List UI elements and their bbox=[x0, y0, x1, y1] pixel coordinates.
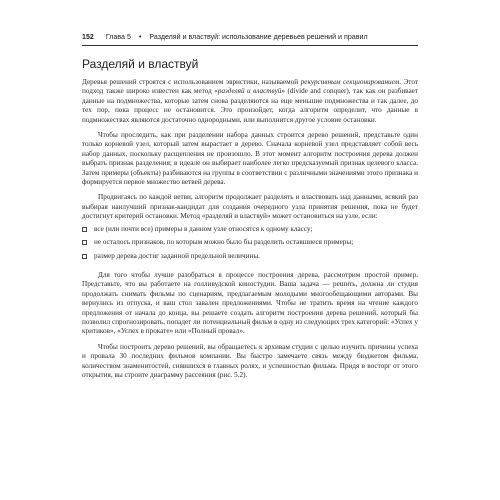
body-text bbox=[82, 78, 418, 380]
list-item bbox=[82, 238, 418, 247]
list-item-text: все (или почти все) примеры в данном узле относятся к одному классу; bbox=[94, 224, 313, 233]
chapter-label: Глава 5 bbox=[105, 33, 131, 41]
header-rule bbox=[82, 45, 418, 46]
paragraph-4: Для того чтобы лучше разобраться в процессе построения дерева, рассмотрим простой пример. Представьте, что вы работаете на голливудской киностудии. Ваша задача — решить, должна ли студия продолжать снимать фильмы по сценариям, предлагаемым молодыми многообещающими авторами. Вы вернулись из отпуска, и ваш стол завален предложениями. Чтобы не тратить время на чтение каждого предложения от начала до конца, вы решаете создать алгоритм построения дерева решений, который бы позволил спрогнозировать, попадет ли потенциальный фильм в одну из следующих трех категорий: «Успех у критиков», «Успех в прокате» или «Полный провал». bbox=[82, 270, 418, 336]
paragraph-1-text-a: Деревья решений строятся с использованием эвристики, называемой bbox=[82, 78, 301, 86]
paragraph-5: Чтобы построить дерево решений, вы обращаетесь к архивам студии с целью изучить причины успеха и провала 30 последних фильмов компании. Вы быстро замечаете связь между бюджетом фильма, количеством знаменитостей, снявшихся в главных ролях, и успешностью фильма. Придя в восторг от этого открытия, вы строите диаграмму рассеяния (рис. 5.2). bbox=[82, 342, 418, 379]
paragraph-1-text-c: » (divide and conquer), так как он разбивает данные на подмножества, которые затем снова разделяются на еще меньшие подмножества и так далее, до тех пор, пока процесс не остановится. Это произойдет, когда алгоритм определит, что данные в подмножествах являются достаточно однородными, или выполнится другое условие остановки. bbox=[82, 87, 418, 124]
term-recursive-partitioning: рекурсивным секционированием bbox=[300, 78, 400, 86]
checkbox-bullet-icon bbox=[82, 254, 87, 259]
section-title: Разделяй и властвуй bbox=[82, 57, 199, 71]
checkbox-bullet-icon bbox=[82, 240, 87, 245]
running-head bbox=[82, 33, 418, 42]
chapter-title: Разделяй и властвуй: использование деревьев решений и правил bbox=[149, 33, 368, 41]
list-item bbox=[82, 225, 418, 234]
paragraph-1-text-b: . Этот подход также широко известен как метод « bbox=[82, 78, 418, 96]
list-item bbox=[82, 252, 418, 261]
page-number: 152 bbox=[82, 33, 94, 41]
list-item-text: не осталось признаков, по которым можно было бы разделить оставшиеся примеры; bbox=[94, 238, 354, 247]
term-divide-and-conquer: разделяй и властвуй bbox=[217, 87, 282, 96]
stop-conditions-list bbox=[82, 225, 418, 261]
paragraph-3: Продвигаясь по каждой ветви, алгоритм продолжает разделять и властвовать над данными, всякий раз выбирая наилучший признак-кандидат для создания очередного узла принятия решения, пока не будет достигнут критерий остановки. Метод «разделяй и властвуй» может остановиться на узле, если: bbox=[82, 193, 418, 221]
paragraph-1 bbox=[82, 78, 418, 125]
list-item-text: размер дерева достиг заданной предельной величины. bbox=[94, 251, 260, 260]
checkbox-bullet-icon bbox=[82, 227, 87, 232]
paragraph-2: Чтобы проследить, как при разделении набора данных строится дерево решений, представьте один только корневой узел, который затем вырастает в дерево. Сначала корневой узел представляет собой весь набор данных, поскольку расщепления не произошло. В этот момент алгоритм построения дерева должен выбрать признак разделения; в идеале он выбирает наиболее легко предсказуемый признак целевого класса. Затем примеры (объекты) разбиваются на группы в соответствии с различными значениями этого признака и формируется первое множество ветвей дерева. bbox=[82, 131, 418, 187]
header-separator: • bbox=[138, 33, 142, 41]
